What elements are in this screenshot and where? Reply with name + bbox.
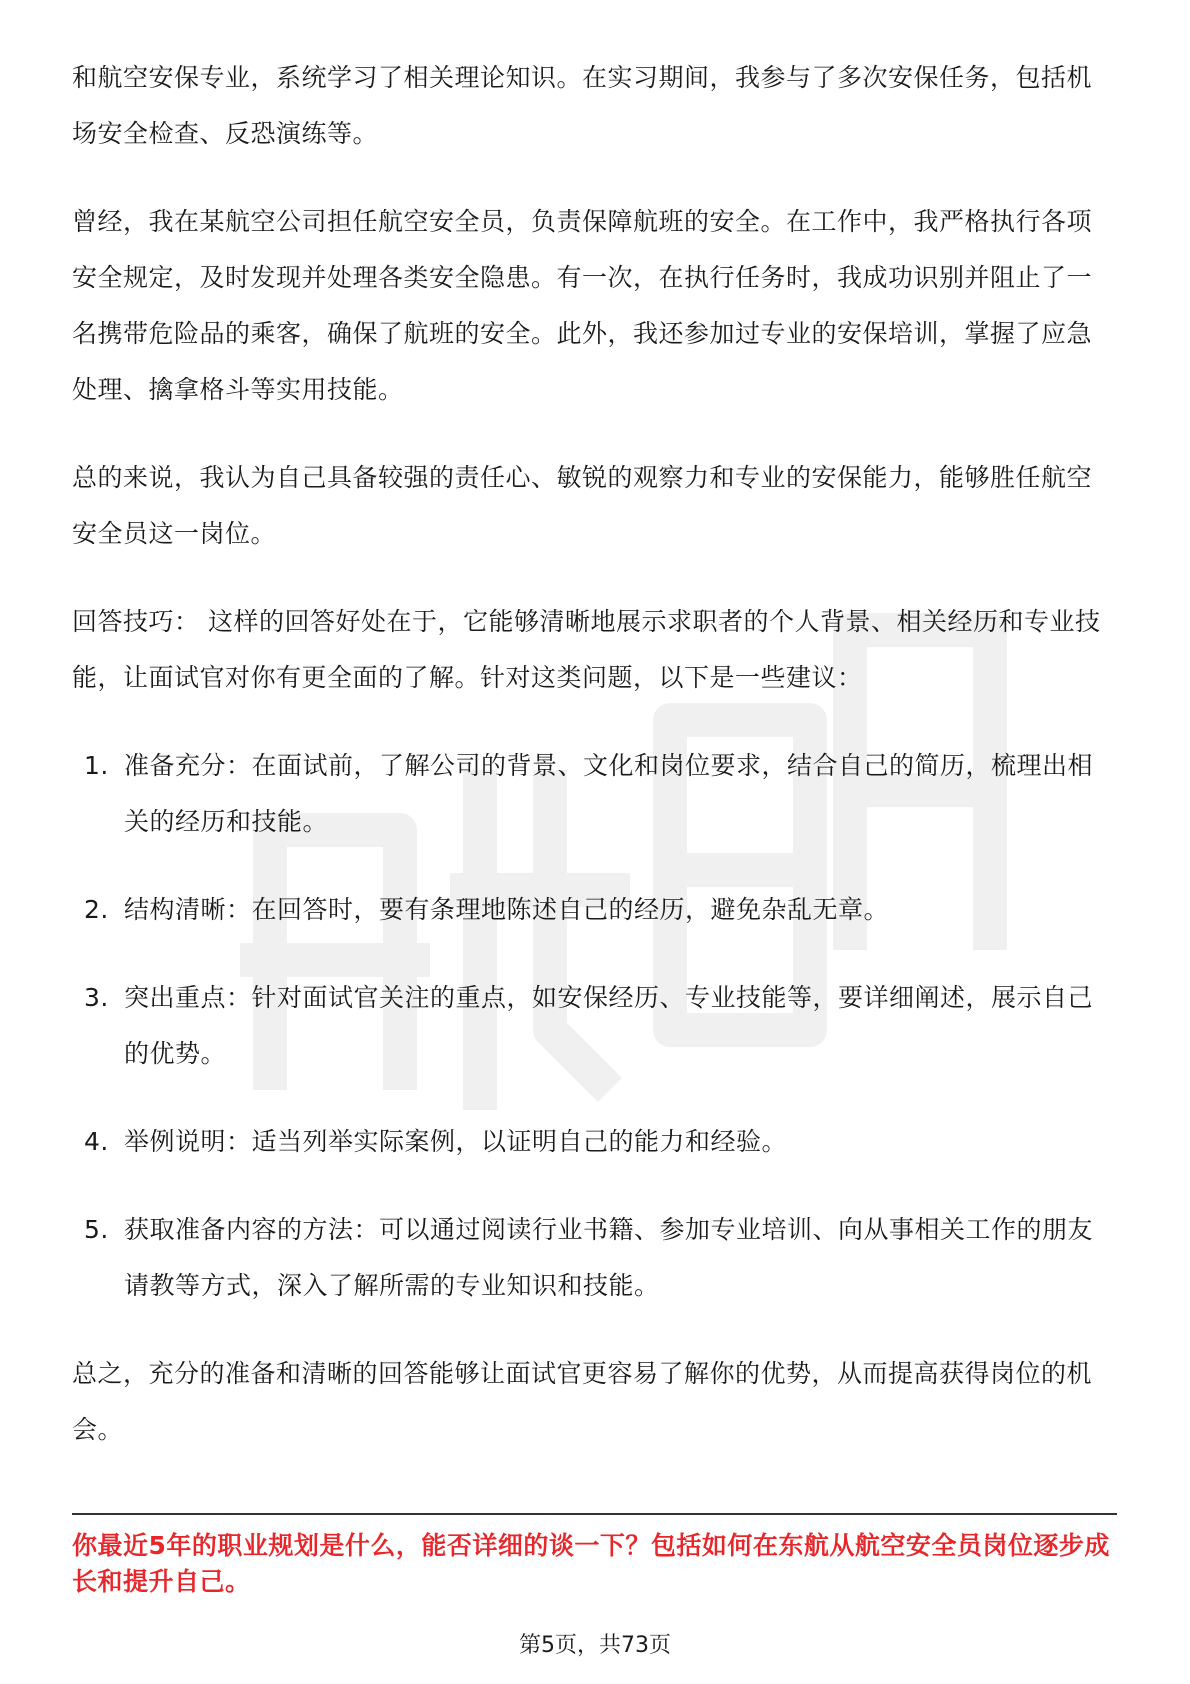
section-divider	[72, 1513, 1117, 1515]
list-text: 突出重点：针对面试官关注的重点，如安保经历、专业技能等，要详细阐述，展示自己的优势。	[124, 983, 1094, 1068]
list-text: 举例说明：适当列举实际案例，以证明自己的能力和经验。	[124, 1127, 788, 1156]
list-item	[72, 1114, 1117, 1170]
list-text: 获取准备内容的方法：可以通过阅读行业书籍、参加专业培训、向从事相关工作的朋友请教等方式，深入了解所需的专业知识和技能。	[124, 1215, 1094, 1300]
list-number: 5.	[84, 1215, 109, 1244]
list-text: 结构清晰：在回答时，要有条理地陈述自己的经历，避免杂乱无章。	[124, 895, 890, 924]
paragraph-summary: 总的来说，我认为自己具备较强的责任心、敏锐的观察力和专业的安保能力，能够胜任航空安全员这一岗位。	[72, 463, 1093, 548]
paragraph-conclusion: 总之，充分的准备和清晰的回答能够让面试官更容易了解你的优势，从而提高获得岗位的机会。	[72, 1359, 1093, 1444]
paragraph-answer-tips: 回答技巧： 这样的回答好处在于，它能够清晰地展示求职者的个人背景、相关经历和专业技能，让面试官对你有更全面的了解。针对这类问题，以下是一些建议：	[72, 607, 1101, 692]
paragraph-education: 和航空安保专业，系统学习了相关理论知识。在实习期间，我参与了多次安保任务，包括机场安全检查、反恐演练等。	[72, 63, 1093, 148]
list-item	[72, 970, 1117, 1082]
list-item	[72, 1202, 1117, 1314]
main-content	[72, 50, 1117, 1490]
list-number: 3.	[84, 983, 109, 1012]
next-question-heading: 你最近5年的职业规划是什么，能否详细的谈一下？包括如何在东航从航空安全员岗位逐步成长和提升自己。	[72, 1531, 1110, 1596]
list-number: 4.	[84, 1127, 109, 1156]
paragraph-experience: 曾经，我在某航空公司担任航空安全员，负责保障航班的安全。在工作中，我严格执行各项安全规定，及时发现并处理各类安全隐患。有一次，在执行任务时，我成功识别并阻止了一名携带危险品的乘客，确保了航班的安全。此外，我还参加过专业的安保培训，掌握了应急处理、擒拿格斗等实用技能。	[72, 207, 1093, 404]
page-number: 第5页，共73页	[519, 1633, 671, 1658]
list-item	[72, 738, 1117, 850]
list-text: 准备充分：在面试前，了解公司的背景、文化和岗位要求，结合自己的简历，梳理出相关的经历和技能。	[124, 751, 1094, 836]
list-item	[72, 882, 1117, 938]
list-number: 2.	[84, 895, 109, 924]
tips-list	[72, 738, 1117, 1314]
list-number: 1.	[84, 751, 109, 780]
